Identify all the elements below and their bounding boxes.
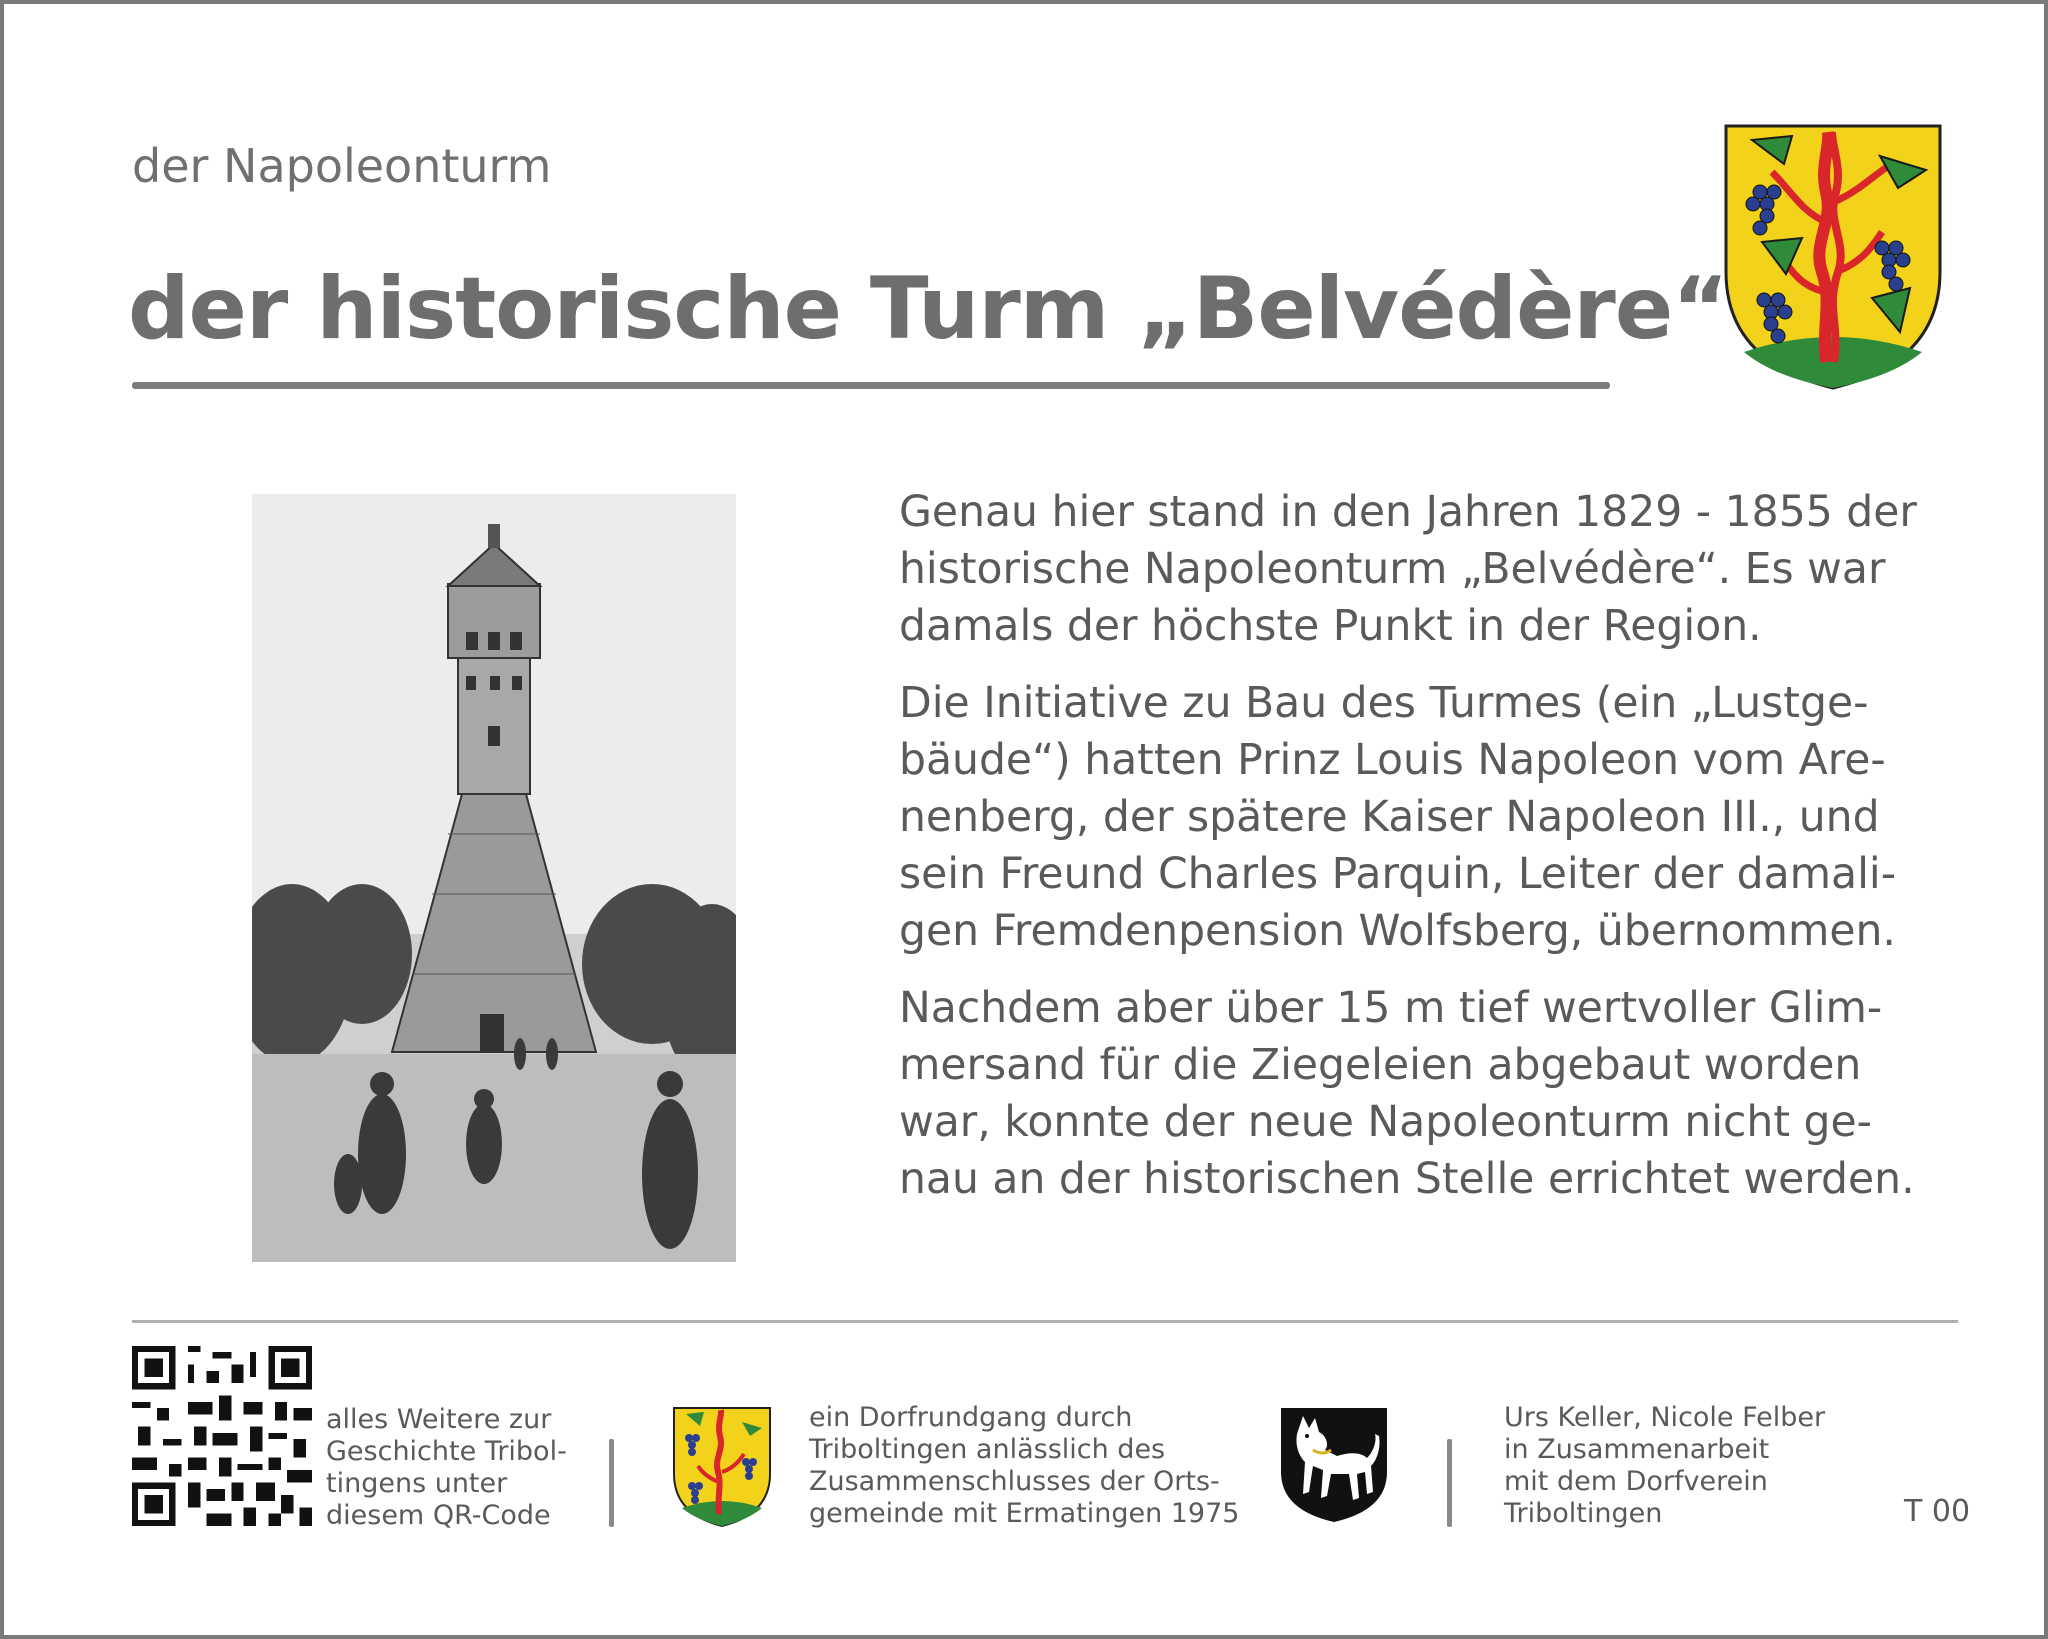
paragraph-line: bäude“) hatten Prinz Louis Napoleon vom Are-	[899, 736, 1886, 785]
paragraph-line: war, konnte der neue Napoleonturm nicht ge-	[899, 1098, 1872, 1147]
paragraph-1	[899, 484, 1959, 655]
caption-line: in Zusammenarbeit	[1504, 1434, 1770, 1465]
caption-line: mit dem Dorfverein	[1504, 1466, 1768, 1497]
paragraph-2	[899, 675, 1959, 960]
triboltingen-coat-of-arms-icon	[672, 1406, 772, 1528]
footer-separator	[609, 1439, 614, 1527]
title-underline	[132, 382, 1610, 389]
tour-caption	[809, 1402, 1239, 1530]
ermatingen-wolf-coat-of-arms-icon	[1279, 1406, 1389, 1524]
caption-line: Zusammenschlusses der Orts-	[809, 1466, 1220, 1497]
credits-caption	[1504, 1402, 1825, 1530]
caption-line: Geschichte Tribol-	[326, 1436, 567, 1467]
paragraph-line: Nachdem aber über 15 m tief wertvoller Glim-	[899, 984, 1883, 1033]
qr-caption	[326, 1404, 567, 1532]
page-subtitle: der Napoleonturm	[132, 139, 552, 193]
caption-line: Triboltingen anlässlich des	[809, 1434, 1166, 1465]
caption-line: diesem QR-Code	[326, 1500, 551, 1531]
caption-line: Urs Keller, Nicole Felber	[1504, 1402, 1826, 1433]
page-title: der historische Turm „Belvédère“	[128, 259, 1728, 359]
plaque-code: T 00	[1904, 1494, 1971, 1529]
caption-line: Triboltingen	[1504, 1498, 1663, 1529]
caption-line: tingens unter	[326, 1468, 508, 1499]
paragraph-line: mersand für die Ziegeleien abgebaut worden	[899, 1041, 1862, 1090]
footer-divider	[132, 1320, 1958, 1323]
paragraph-line: nenberg, der spätere Kaiser Napoleon III., und	[899, 793, 1880, 842]
caption-line: ein Dorfrundgang durch	[809, 1402, 1133, 1433]
paragraph-3	[899, 980, 1959, 1208]
paragraph-line: gen Fremdenpension Wolfsberg, übernommen.	[899, 907, 1896, 956]
historic-tower-illustration	[252, 494, 736, 1262]
footer-separator	[1447, 1439, 1452, 1527]
paragraph-line: damals der höchste Punkt in der Region.	[899, 602, 1762, 651]
paragraph-line: historische Napoleonturm „Belvédère“. Es war	[899, 545, 1886, 594]
paragraph-line: nau an der historischen Stelle errichtet werden.	[899, 1155, 1915, 1204]
body-text	[899, 484, 1959, 1228]
qr-code-icon[interactable]	[132, 1346, 312, 1526]
paragraph-line: Genau hier stand in den Jahren 1829 - 1855 der	[899, 488, 1917, 537]
triboltingen-coat-of-arms-icon	[1722, 122, 1944, 392]
paragraph-line: Die Initiative zu Bau des Turmes (ein „Lustge-	[899, 679, 1869, 728]
caption-line: alles Weitere zur	[326, 1404, 552, 1435]
caption-line: gemeinde mit Ermatingen 1975	[809, 1498, 1240, 1529]
paragraph-line: sein Freund Charles Parquin, Leiter der damali-	[899, 850, 1897, 899]
